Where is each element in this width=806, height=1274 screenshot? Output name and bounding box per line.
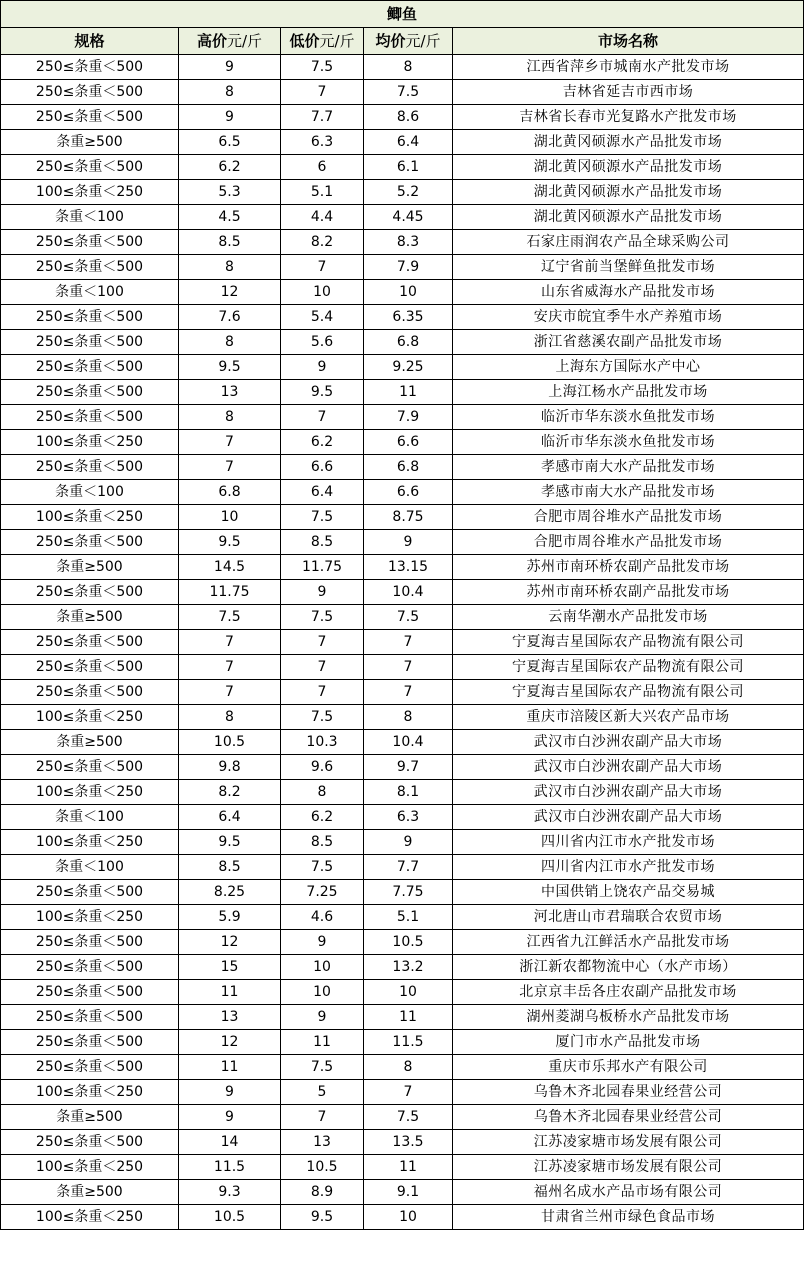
cell-market: 安庆市皖宜季牛水产养殖市场 xyxy=(453,305,804,330)
cell-low-price: 10 xyxy=(281,955,364,980)
cell-low-price: 7.5 xyxy=(281,55,364,80)
cell-low-price: 7 xyxy=(281,405,364,430)
cell-market: 河北唐山市君瑞联合农贸市场 xyxy=(453,905,804,930)
cell-market: 湖北黄冈硕源水产品批发市场 xyxy=(453,155,804,180)
cell-market: 武汉市白沙洲农副产品大市场 xyxy=(453,730,804,755)
cell-high-price: 8 xyxy=(179,405,281,430)
cell-market: 临沂市华东淡水鱼批发市场 xyxy=(453,405,804,430)
cell-high-price: 10.5 xyxy=(179,1205,281,1230)
cell-high-price: 8.5 xyxy=(179,855,281,880)
cell-market: 湖北黄冈硕源水产品批发市场 xyxy=(453,130,804,155)
cell-avg-price: 7.75 xyxy=(364,880,453,905)
cell-low-price: 11 xyxy=(281,1030,364,1055)
cell-low-price: 7 xyxy=(281,630,364,655)
table-row xyxy=(1,680,804,705)
cell-avg-price: 11.5 xyxy=(364,1030,453,1055)
cell-market: 吉林省长春市光复路水产批发市场 xyxy=(453,105,804,130)
cell-high-price: 9 xyxy=(179,105,281,130)
cell-spec: 250≤条重＜500 xyxy=(1,380,179,405)
table-row xyxy=(1,105,804,130)
cell-low-price: 6 xyxy=(281,155,364,180)
cell-avg-price: 10 xyxy=(364,980,453,1005)
cell-avg-price: 5.2 xyxy=(364,180,453,205)
cell-high-price: 8 xyxy=(179,705,281,730)
table-row xyxy=(1,405,804,430)
cell-high-price: 6.4 xyxy=(179,805,281,830)
cell-low-price: 10 xyxy=(281,980,364,1005)
cell-low-price: 9 xyxy=(281,580,364,605)
cell-spec: 100≤条重＜250 xyxy=(1,505,179,530)
cell-market: 孝感市南大水产品批发市场 xyxy=(453,480,804,505)
cell-low-price: 7.5 xyxy=(281,505,364,530)
cell-market: 北京京丰岳各庄农副产品批发市场 xyxy=(453,980,804,1005)
cell-spec: 250≤条重＜500 xyxy=(1,55,179,80)
cell-avg-price: 4.45 xyxy=(364,205,453,230)
cell-low-price: 7.5 xyxy=(281,855,364,880)
cell-low-price: 7.25 xyxy=(281,880,364,905)
cell-avg-price: 7.5 xyxy=(364,80,453,105)
cell-spec: 250≤条重＜500 xyxy=(1,355,179,380)
cell-high-price: 10 xyxy=(179,505,281,530)
table-row xyxy=(1,605,804,630)
table-row xyxy=(1,830,804,855)
table-row xyxy=(1,1005,804,1030)
table-row xyxy=(1,1105,804,1130)
cell-avg-price: 8.6 xyxy=(364,105,453,130)
table-row xyxy=(1,555,804,580)
cell-low-price: 7 xyxy=(281,655,364,680)
table-row xyxy=(1,1055,804,1080)
cell-spec: 条重≥500 xyxy=(1,1180,179,1205)
cell-market: 江苏凌家塘市场发展有限公司 xyxy=(453,1155,804,1180)
cell-spec: 100≤条重＜250 xyxy=(1,430,179,455)
cell-low-price: 8.2 xyxy=(281,230,364,255)
table-row xyxy=(1,55,804,80)
cell-high-price: 6.2 xyxy=(179,155,281,180)
cell-avg-price: 7 xyxy=(364,680,453,705)
cell-avg-price: 9 xyxy=(364,830,453,855)
cell-market: 江西省九江鲜活水产品批发市场 xyxy=(453,930,804,955)
cell-high-price: 14.5 xyxy=(179,555,281,580)
header-market xyxy=(453,28,804,55)
cell-low-price: 6.6 xyxy=(281,455,364,480)
cell-avg-price: 6.35 xyxy=(364,305,453,330)
cell-market: 孝感市南大水产品批发市场 xyxy=(453,455,804,480)
cell-low-price: 8 xyxy=(281,780,364,805)
cell-avg-price: 7.5 xyxy=(364,1105,453,1130)
cell-avg-price: 8.75 xyxy=(364,505,453,530)
table-row xyxy=(1,505,804,530)
cell-avg-price: 13.2 xyxy=(364,955,453,980)
table-row xyxy=(1,155,804,180)
table-row xyxy=(1,1205,804,1230)
cell-spec: 100≤条重＜250 xyxy=(1,180,179,205)
header-avg-unit: 元/斤 xyxy=(405,32,441,50)
cell-low-price: 7 xyxy=(281,680,364,705)
cell-low-price: 9.5 xyxy=(281,380,364,405)
table-row xyxy=(1,655,804,680)
table-row xyxy=(1,205,804,230)
cell-avg-price: 8.3 xyxy=(364,230,453,255)
cell-avg-price: 10 xyxy=(364,280,453,305)
cell-high-price: 4.5 xyxy=(179,205,281,230)
table-row xyxy=(1,255,804,280)
cell-spec: 条重≥500 xyxy=(1,555,179,580)
table-row xyxy=(1,580,804,605)
cell-high-price: 5.3 xyxy=(179,180,281,205)
cell-avg-price: 13.5 xyxy=(364,1130,453,1155)
table-row xyxy=(1,780,804,805)
cell-high-price: 7 xyxy=(179,630,281,655)
cell-high-price: 13 xyxy=(179,380,281,405)
cell-spec: 100≤条重＜250 xyxy=(1,830,179,855)
cell-high-price: 8.25 xyxy=(179,880,281,905)
cell-avg-price: 6.8 xyxy=(364,455,453,480)
table-row xyxy=(1,755,804,780)
table-row xyxy=(1,355,804,380)
cell-high-price: 9.8 xyxy=(179,755,281,780)
table-row xyxy=(1,1080,804,1105)
cell-spec: 250≤条重＜500 xyxy=(1,1130,179,1155)
table-row xyxy=(1,305,804,330)
cell-market: 临沂市华东淡水鱼批发市场 xyxy=(453,430,804,455)
cell-avg-price: 6.6 xyxy=(364,430,453,455)
cell-avg-price: 9.25 xyxy=(364,355,453,380)
cell-high-price: 6.8 xyxy=(179,480,281,505)
cell-market: 重庆市乐邦水产有限公司 xyxy=(453,1055,804,1080)
table-row xyxy=(1,230,804,255)
cell-market: 四川省内江市水产批发市场 xyxy=(453,830,804,855)
cell-low-price: 9 xyxy=(281,355,364,380)
table-row xyxy=(1,705,804,730)
cell-low-price: 8.9 xyxy=(281,1180,364,1205)
cell-market: 江西省萍乡市城南水产批发市场 xyxy=(453,55,804,80)
cell-spec: 250≤条重＜500 xyxy=(1,580,179,605)
cell-high-price: 12 xyxy=(179,1030,281,1055)
cell-market: 辽宁省前当堡鲜鱼批发市场 xyxy=(453,255,804,280)
table-row xyxy=(1,380,804,405)
cell-avg-price: 11 xyxy=(364,1155,453,1180)
cell-avg-price: 8 xyxy=(364,1055,453,1080)
table-row xyxy=(1,280,804,305)
cell-avg-price: 10.4 xyxy=(364,730,453,755)
cell-avg-price: 7 xyxy=(364,1080,453,1105)
cell-spec: 250≤条重＜500 xyxy=(1,1005,179,1030)
cell-high-price: 9 xyxy=(179,55,281,80)
cell-market: 乌鲁木齐北园春果业经营公司 xyxy=(453,1105,804,1130)
header-spec xyxy=(1,28,179,55)
cell-avg-price: 8 xyxy=(364,55,453,80)
cell-high-price: 7 xyxy=(179,455,281,480)
cell-low-price: 7.7 xyxy=(281,105,364,130)
cell-avg-price: 8.1 xyxy=(364,780,453,805)
cell-high-price: 11.75 xyxy=(179,580,281,605)
cell-high-price: 8.2 xyxy=(179,780,281,805)
cell-avg-price: 7.7 xyxy=(364,855,453,880)
table-row xyxy=(1,530,804,555)
cell-high-price: 8 xyxy=(179,80,281,105)
table-title: 鲫鱼 xyxy=(1,1,804,28)
cell-spec: 条重＜100 xyxy=(1,205,179,230)
cell-market: 湖州菱湖乌板桥水产品批发市场 xyxy=(453,1005,804,1030)
cell-low-price: 4.6 xyxy=(281,905,364,930)
cell-market: 宁夏海吉星国际农产品物流有限公司 xyxy=(453,680,804,705)
table-body xyxy=(1,55,804,1230)
cell-spec: 100≤条重＜250 xyxy=(1,1205,179,1230)
cell-market: 厦门市水产品批发市场 xyxy=(453,1030,804,1055)
title-row xyxy=(1,1,804,28)
cell-spec: 条重≥500 xyxy=(1,605,179,630)
table-row xyxy=(1,955,804,980)
cell-market: 山东省威海水产品批发市场 xyxy=(453,280,804,305)
cell-avg-price: 9.1 xyxy=(364,1180,453,1205)
cell-market: 合肥市周谷堆水产品批发市场 xyxy=(453,505,804,530)
cell-market: 苏州市南环桥农副产品批发市场 xyxy=(453,555,804,580)
cell-low-price: 11.75 xyxy=(281,555,364,580)
cell-spec: 100≤条重＜250 xyxy=(1,1080,179,1105)
cell-avg-price: 10.5 xyxy=(364,930,453,955)
header-low-label: 低价 xyxy=(289,32,320,50)
cell-high-price: 7 xyxy=(179,680,281,705)
cell-avg-price: 5.1 xyxy=(364,905,453,930)
cell-market: 宁夏海吉星国际农产品物流有限公司 xyxy=(453,630,804,655)
cell-avg-price: 7.5 xyxy=(364,605,453,630)
cell-spec: 条重＜100 xyxy=(1,280,179,305)
cell-market: 中国供销上饶农产品交易城 xyxy=(453,880,804,905)
cell-market: 甘肃省兰州市绿色食品市场 xyxy=(453,1205,804,1230)
cell-market: 福州名成水产品市场有限公司 xyxy=(453,1180,804,1205)
cell-low-price: 10.5 xyxy=(281,1155,364,1180)
cell-spec: 250≤条重＜500 xyxy=(1,1055,179,1080)
cell-spec: 100≤条重＜250 xyxy=(1,905,179,930)
cell-low-price: 7 xyxy=(281,1105,364,1130)
cell-low-price: 9 xyxy=(281,930,364,955)
cell-low-price: 7.5 xyxy=(281,705,364,730)
cell-avg-price: 10 xyxy=(364,1205,453,1230)
cell-high-price: 14 xyxy=(179,1130,281,1155)
cell-low-price: 4.4 xyxy=(281,205,364,230)
table-row xyxy=(1,130,804,155)
cell-high-price: 7.5 xyxy=(179,605,281,630)
cell-market: 合肥市周谷堆水产品批发市场 xyxy=(453,530,804,555)
cell-spec: 250≤条重＜500 xyxy=(1,680,179,705)
cell-low-price: 7 xyxy=(281,255,364,280)
cell-low-price: 9.5 xyxy=(281,1205,364,1230)
cell-high-price: 8.5 xyxy=(179,230,281,255)
cell-spec: 100≤条重＜250 xyxy=(1,705,179,730)
table-row xyxy=(1,805,804,830)
cell-spec: 250≤条重＜500 xyxy=(1,530,179,555)
cell-low-price: 9.6 xyxy=(281,755,364,780)
cell-low-price: 5.4 xyxy=(281,305,364,330)
cell-spec: 100≤条重＜250 xyxy=(1,780,179,805)
cell-spec: 250≤条重＜500 xyxy=(1,980,179,1005)
header-high-unit: 元/斤 xyxy=(226,32,263,50)
cell-market: 宁夏海吉星国际农产品物流有限公司 xyxy=(453,655,804,680)
table-row xyxy=(1,930,804,955)
header-avg-price xyxy=(364,28,453,55)
cell-market: 上海江杨水产品批发市场 xyxy=(453,380,804,405)
cell-spec: 条重＜100 xyxy=(1,805,179,830)
table-row xyxy=(1,480,804,505)
cell-market: 上海东方国际水产中心 xyxy=(453,355,804,380)
cell-avg-price: 10.4 xyxy=(364,580,453,605)
cell-avg-price: 6.4 xyxy=(364,130,453,155)
cell-market: 湖北黄冈硕源水产品批发市场 xyxy=(453,180,804,205)
cell-high-price: 8 xyxy=(179,255,281,280)
cell-market: 湖北黄冈硕源水产品批发市场 xyxy=(453,205,804,230)
cell-low-price: 9 xyxy=(281,1005,364,1030)
table-row xyxy=(1,905,804,930)
table-row xyxy=(1,630,804,655)
cell-high-price: 9 xyxy=(179,1105,281,1130)
cell-market: 四川省内江市水产批发市场 xyxy=(453,855,804,880)
cell-spec: 100≤条重＜250 xyxy=(1,1155,179,1180)
cell-spec: 250≤条重＜500 xyxy=(1,255,179,280)
cell-market: 武汉市白沙洲农副产品大市场 xyxy=(453,780,804,805)
cell-spec: 250≤条重＜500 xyxy=(1,305,179,330)
table-row xyxy=(1,80,804,105)
cell-high-price: 9.5 xyxy=(179,530,281,555)
cell-market: 吉林省延吉市西市场 xyxy=(453,80,804,105)
cell-spec: 250≤条重＜500 xyxy=(1,405,179,430)
cell-avg-price: 6.3 xyxy=(364,805,453,830)
cell-market: 苏州市南环桥农副产品批发市场 xyxy=(453,580,804,605)
header-market-label: 市场名称 xyxy=(597,32,658,50)
cell-high-price: 11 xyxy=(179,980,281,1005)
cell-spec: 条重≥500 xyxy=(1,1105,179,1130)
cell-spec: 250≤条重＜500 xyxy=(1,80,179,105)
cell-high-price: 5.9 xyxy=(179,905,281,930)
cell-spec: 250≤条重＜500 xyxy=(1,105,179,130)
table-row xyxy=(1,330,804,355)
cell-spec: 250≤条重＜500 xyxy=(1,930,179,955)
cell-avg-price: 6.1 xyxy=(364,155,453,180)
cell-spec: 250≤条重＜500 xyxy=(1,1030,179,1055)
cell-market: 重庆市涪陵区新大兴农产品市场 xyxy=(453,705,804,730)
cell-low-price: 6.2 xyxy=(281,430,364,455)
cell-spec: 250≤条重＜500 xyxy=(1,630,179,655)
cell-low-price: 5 xyxy=(281,1080,364,1105)
cell-spec: 250≤条重＜500 xyxy=(1,880,179,905)
cell-market: 石家庄雨润农产品全球采购公司 xyxy=(453,230,804,255)
cell-avg-price: 9.7 xyxy=(364,755,453,780)
cell-high-price: 9 xyxy=(179,1080,281,1105)
cell-spec: 250≤条重＜500 xyxy=(1,455,179,480)
cell-low-price: 7 xyxy=(281,80,364,105)
cell-market: 云南华潮水产品批发市场 xyxy=(453,605,804,630)
cell-avg-price: 6.6 xyxy=(364,480,453,505)
table-row xyxy=(1,1030,804,1055)
cell-high-price: 11 xyxy=(179,1055,281,1080)
cell-avg-price: 11 xyxy=(364,1005,453,1030)
header-low-price xyxy=(281,28,364,55)
header-high-price xyxy=(179,28,281,55)
table-row xyxy=(1,455,804,480)
cell-spec: 250≤条重＜500 xyxy=(1,955,179,980)
cell-high-price: 10.5 xyxy=(179,730,281,755)
cell-low-price: 6.3 xyxy=(281,130,364,155)
cell-high-price: 11.5 xyxy=(179,1155,281,1180)
cell-spec: 250≤条重＜500 xyxy=(1,230,179,255)
table-row xyxy=(1,1155,804,1180)
cell-market: 武汉市白沙洲农副产品大市场 xyxy=(453,755,804,780)
cell-avg-price: 7 xyxy=(364,655,453,680)
cell-spec: 条重＜100 xyxy=(1,480,179,505)
header-low-unit: 元/斤 xyxy=(319,32,355,50)
cell-high-price: 9.3 xyxy=(179,1180,281,1205)
cell-spec: 250≤条重＜500 xyxy=(1,330,179,355)
cell-avg-price: 8 xyxy=(364,705,453,730)
cell-spec: 条重≥500 xyxy=(1,730,179,755)
cell-avg-price: 13.15 xyxy=(364,555,453,580)
cell-low-price: 7.5 xyxy=(281,1055,364,1080)
cell-high-price: 9.5 xyxy=(179,355,281,380)
cell-avg-price: 7.9 xyxy=(364,405,453,430)
cell-market: 江苏凌家塘市场发展有限公司 xyxy=(453,1130,804,1155)
cell-high-price: 8 xyxy=(179,330,281,355)
cell-low-price: 10.3 xyxy=(281,730,364,755)
cell-avg-price: 11 xyxy=(364,380,453,405)
table-row xyxy=(1,1180,804,1205)
cell-high-price: 7 xyxy=(179,655,281,680)
cell-high-price: 7.6 xyxy=(179,305,281,330)
header-avg-label: 均价 xyxy=(375,32,406,50)
cell-market: 武汉市白沙洲农副产品大市场 xyxy=(453,805,804,830)
cell-low-price: 6.2 xyxy=(281,805,364,830)
cell-spec: 250≤条重＜500 xyxy=(1,755,179,780)
header-high-label: 高价 xyxy=(196,32,227,50)
table-row xyxy=(1,430,804,455)
cell-spec: 条重≥500 xyxy=(1,130,179,155)
cell-low-price: 8.5 xyxy=(281,830,364,855)
cell-spec: 条重＜100 xyxy=(1,855,179,880)
cell-low-price: 13 xyxy=(281,1130,364,1155)
cell-avg-price: 6.8 xyxy=(364,330,453,355)
table-row xyxy=(1,980,804,1005)
cell-high-price: 15 xyxy=(179,955,281,980)
table-row xyxy=(1,730,804,755)
cell-spec: 250≤条重＜500 xyxy=(1,655,179,680)
header-spec-label: 规格 xyxy=(74,32,105,50)
cell-low-price: 5.1 xyxy=(281,180,364,205)
cell-low-price: 5.6 xyxy=(281,330,364,355)
cell-low-price: 8.5 xyxy=(281,530,364,555)
cell-market: 浙江省慈溪农副产品批发市场 xyxy=(453,330,804,355)
cell-low-price: 7.5 xyxy=(281,605,364,630)
table-row xyxy=(1,1130,804,1155)
cell-high-price: 6.5 xyxy=(179,130,281,155)
cell-low-price: 6.4 xyxy=(281,480,364,505)
header-row xyxy=(1,28,804,55)
cell-spec: 250≤条重＜500 xyxy=(1,155,179,180)
cell-high-price: 9.5 xyxy=(179,830,281,855)
cell-market: 乌鲁木齐北园春果业经营公司 xyxy=(453,1080,804,1105)
table-row xyxy=(1,855,804,880)
cell-high-price: 12 xyxy=(179,280,281,305)
cell-avg-price: 9 xyxy=(364,530,453,555)
cell-market: 浙江新农都物流中心（水产市场） xyxy=(453,955,804,980)
cell-high-price: 7 xyxy=(179,430,281,455)
cell-low-price: 10 xyxy=(281,280,364,305)
cell-high-price: 13 xyxy=(179,1005,281,1030)
cell-avg-price: 7 xyxy=(364,630,453,655)
cell-avg-price: 7.9 xyxy=(364,255,453,280)
table-row xyxy=(1,180,804,205)
table-row xyxy=(1,880,804,905)
cell-high-price: 12 xyxy=(179,930,281,955)
